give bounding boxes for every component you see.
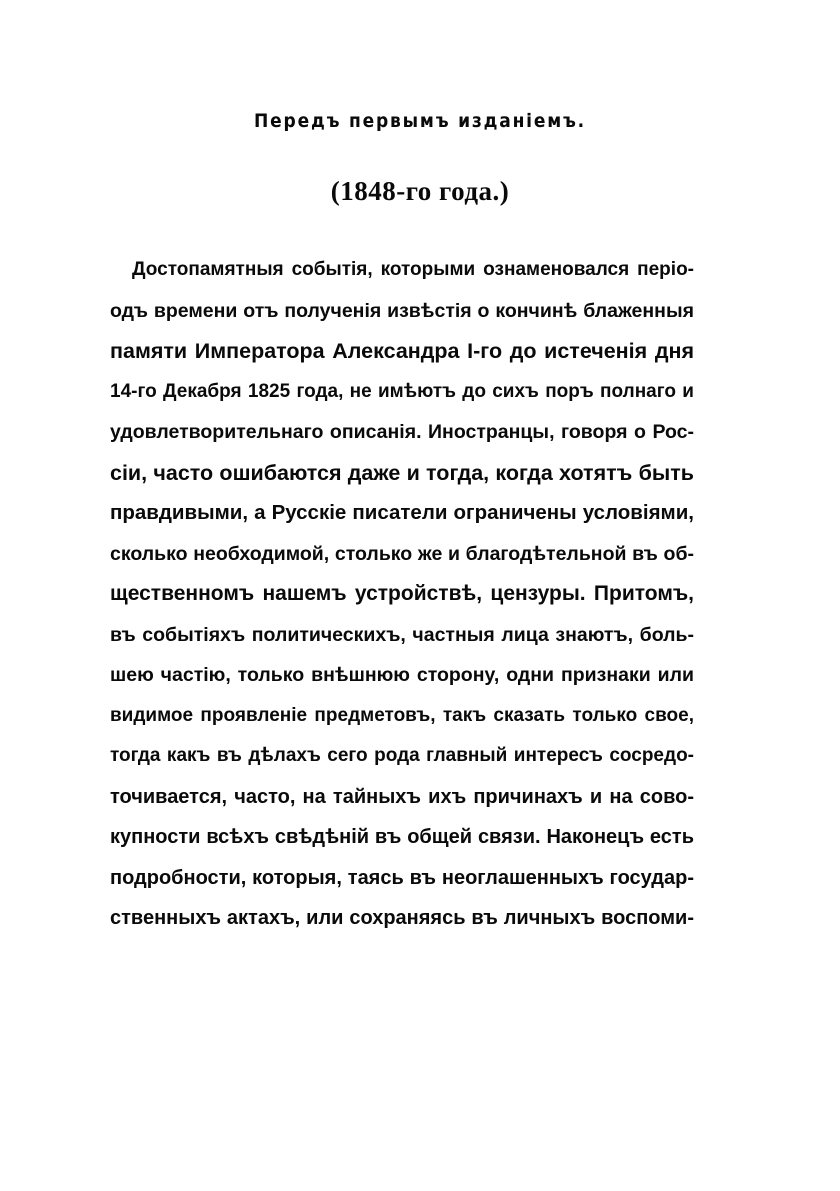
text-line: одъ времени отъ полученія извѣстія о кончинѣ блаженныя — [110, 299, 694, 322]
text-line: правдивыми, а Русскіе писатели ограничены условіями, — [110, 501, 694, 524]
text-line: видимое проявленіе предметовъ, такъ сказать только свое, — [110, 704, 694, 726]
text-line: сколько необходимой, столько же и благодѣтельной въ об- — [110, 542, 694, 565]
text-line: шею частію, только внѣшнюю сторону, одни признаки или — [110, 664, 694, 686]
text-line: купности всѣхъ свѣдѣній въ общей связи. Наконецъ есть — [110, 826, 694, 848]
text-line: удовлетворительнаго описанія. Иностранцы, говоря о Рос- — [110, 421, 694, 443]
text-line: памяти Императора Александра I-го до истеченія дня — [110, 339, 694, 363]
section-heading: Передъ первымъ изданіемъ. — [254, 110, 586, 132]
text-line: ственныхъ актахъ, или сохраняясь въ личныхъ воспоми- — [110, 907, 694, 929]
text-line: точивается, часто, на тайныхъ ихъ причинахъ и на сово- — [110, 785, 694, 808]
text-line: Достопамятныя событія, которыми ознаменовался періо- — [132, 259, 694, 280]
text-line: 14-го Декабря 1825 года, не имѣютъ до сихъ поръ полнаго и — [110, 380, 694, 402]
text-line: щественномъ нашемъ устройствѣ, цензуры. Притомъ, — [110, 582, 694, 605]
text-line: тогда какъ въ дѣлахъ сего рода главный интересъ сосредо- — [110, 745, 694, 766]
text-line: въ событіяхъ политическихъ, частныя лица знаютъ, боль- — [110, 623, 694, 646]
text-line: подробности, которыя, таясь въ неоглашенныхъ государ- — [110, 866, 694, 889]
text-line: сіи, часто ошибаются даже и тогда, когда хотятъ быть — [110, 460, 694, 485]
body-paragraph — [110, 250, 694, 939]
edition-date: (1848-го года.) — [330, 176, 510, 206]
